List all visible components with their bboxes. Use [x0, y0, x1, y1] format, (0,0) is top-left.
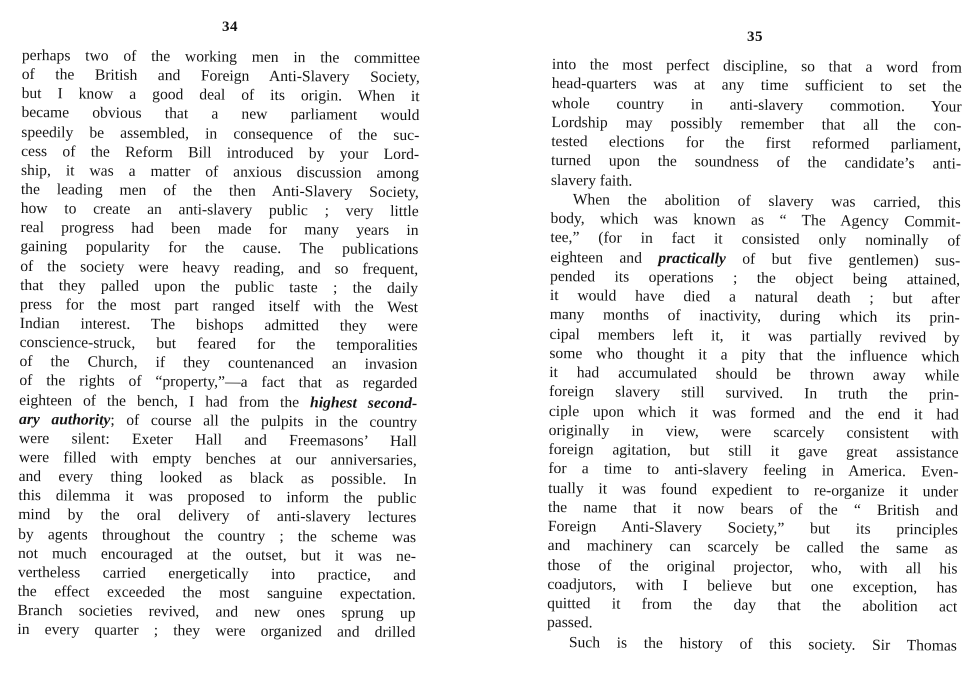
text-line: in every quarter ; they were organized and drilled [17, 621, 416, 642]
page-text [17, 46, 420, 642]
text-line: conscience-struck, but feared for the temporalities [19, 334, 418, 355]
left-page [17, 0, 420, 696]
text-line: mind by the oral delivery of anti-slavery lectures [18, 506, 417, 527]
text-line: became obvious that a new parliament would [21, 104, 420, 125]
text-line: When the abolition of slavery was carried, this [572, 190, 961, 212]
italic-phrase: practically [658, 249, 726, 268]
text-line: it had accumulated should be thrown away while [549, 363, 960, 385]
text-line: vertheless carried energetically into practice, and [17, 563, 416, 584]
text-line: turned upon the soundness of the candidate’s anti- [551, 152, 962, 173]
text-line: some who thought it a pity that the influence which [549, 344, 960, 366]
text-line: foreign slavery still survived. In truth the prin- [548, 383, 960, 404]
text-line: tually it was found expedient to re-organize it under [548, 479, 959, 501]
text-line: Foreign Anti-Slavery Society,” but its principles [547, 517, 958, 539]
italic-phrase: ary authority [19, 410, 111, 429]
text-line: this dilemma it was proposed to inform the public [18, 487, 417, 508]
text-line: into the most perfect discipline, so that a word from [551, 55, 962, 77]
text-line: for a time to anti-slavery feeling in America. Even- [548, 460, 959, 481]
text-line: of the British and Foreign Anti-Slavery Society, [21, 66, 420, 87]
text-line: cess of the Reform Bill introduced by your Lord- [21, 142, 420, 163]
text-line: those of the original projector, who, with all his [547, 556, 958, 578]
text-line: and machinery can scarcely be called the same as [547, 537, 958, 558]
text-line: perhaps two of the working men in the committee [21, 46, 420, 68]
text-line: cipal members left it, it was partially revived by [549, 325, 960, 347]
text-span: eighteen and [550, 248, 643, 267]
text-line: body, which was known as “ The Agency Commit- [550, 209, 961, 231]
text-line: originally in view, were scarcely consistent with [548, 421, 959, 443]
text-line: of the society were heavy reading, and so frequent, [20, 257, 419, 278]
text-line: it would have died a natural death ; but after [549, 286, 960, 308]
italic-phrase: highest second- [310, 393, 418, 412]
text-line: ship, it was a matter of anxious discussion among [20, 161, 420, 182]
text-line: the effect exceeded the most sanguine expectation. [17, 582, 416, 604]
text-line: speedily be assembled, in consequence of the suc- [21, 123, 420, 144]
text-line: whole country in anti-slavery commotion. Your [551, 94, 962, 116]
text-line: ciple upon which it was formed and the end it had [548, 402, 959, 424]
text-line: not much encouraged at the outset, but it was ne- [17, 544, 417, 565]
right-page [546, 0, 962, 696]
text-line [19, 391, 417, 413]
text-line: Such is the history of this society. Sir Thomas [568, 633, 957, 655]
text-line: Branch societies revived, and new ones sprung up [17, 602, 416, 623]
text-line: the leading men of the then Anti-Slavery Society, [20, 180, 419, 202]
text-line: but I know a good deal of its origin. When it [21, 85, 420, 106]
text-line: pended its operations ; the object being attained, [549, 267, 961, 289]
text-line: foreign agitation, but still it gave great assistance [548, 440, 959, 462]
text-line: the name that it now bears of the “ British and [547, 498, 959, 520]
page-number: 34 [222, 19, 238, 35]
text-line: tee,” (for in fact it consisted only nominally of [550, 229, 961, 250]
text-line: by agents throughout the country ; the scheme was [18, 525, 417, 546]
text-line: slavery faith. [550, 171, 633, 190]
text-line: press for the most part ranged itself with the West [19, 295, 419, 316]
text-line: head-quarters was at any time sufficient to set the [551, 75, 962, 96]
text-line: were silent: Exeter Hall and Freemasons’ Hall [18, 429, 417, 450]
text-line: coadjutors, with I believe but one exception, has [547, 575, 958, 597]
text-line: how to create an anti-slavery public ; very little [20, 200, 419, 221]
page-number: 35 [747, 29, 763, 45]
text-line: of the Church, if they countenanced an invasion [19, 353, 418, 374]
text-line: quitted it from the day that the abolition act [547, 594, 958, 616]
text-line: gaining popularity for the cause. The publications [20, 238, 419, 259]
page-text [547, 55, 962, 655]
text-line: real progress had been made for many years in [20, 219, 419, 240]
text-line: Indian interest. The bishops admitted they were [19, 314, 418, 336]
text-line: passed. [546, 614, 593, 632]
text-span: ; of course all the pulpits in the country [110, 411, 418, 431]
text-line: of the rights of “property,”—a fact that as regarded [19, 372, 418, 393]
text-line: tested elections for the first reformed parliament, [551, 132, 962, 154]
text-span: of but five gentlemen) sus- [725, 250, 961, 270]
text-line: that they palled upon the public taste ; the daily [20, 276, 419, 297]
text-line: and every thing looked as black as possible. In [18, 468, 417, 489]
text-line: were filled with empty benches at our anniversaries, [18, 448, 417, 470]
text-line: Lordship may possibly remember that all the con- [551, 113, 962, 135]
text-line: many months of inactivity, during which its prin- [549, 306, 960, 327]
text-span: eighteen of the bench, I had from the [19, 391, 300, 411]
